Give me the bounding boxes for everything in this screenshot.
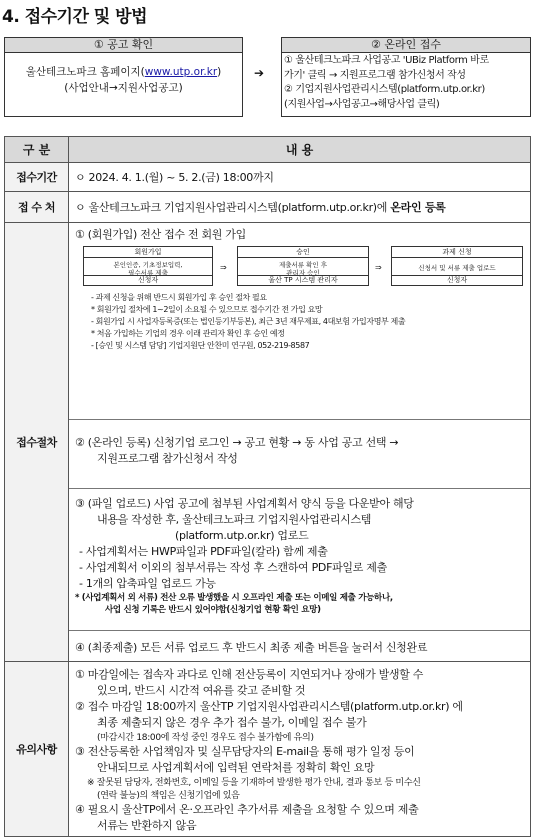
procedure-label: 접수절차 xyxy=(5,223,69,662)
note-3b: 안내되므로 사업계획서에 입력된 연락처를 정확히 확인 요망 xyxy=(97,761,375,774)
p1-note: * 회원가입 절차에 1~2일이 소요될 수 있으므로 접수기간 전 가입 요망 xyxy=(91,305,323,314)
step2-header: ② 온라인 접수 xyxy=(282,38,530,53)
note-4b: 서류는 반환하지 않음 xyxy=(97,819,197,832)
signup-flow-diagram xyxy=(83,246,524,308)
p3-warning: * (사업계획서 외 서류) 전산 오류 발생했을 시 오프라인 제출 또는 이메일 제출 가능하나, xyxy=(75,593,393,603)
flow-box-body: 신청서 및 서류 제출 업로드 xyxy=(418,264,496,272)
procedure-step-3 xyxy=(69,489,530,631)
p3-line: (platform.utp.or.kr) 업로드 xyxy=(175,529,309,542)
step2-line: ② 기업지원사업관리시스템(platform.utp.or.kr) xyxy=(284,84,485,95)
flow-box-foot: 신청자 xyxy=(392,275,522,285)
p1-note: - 과제 신청을 위해 반드시 회원가입 후 승인 절차 필요 xyxy=(91,293,267,302)
step1-suffix: ) xyxy=(217,66,222,78)
flow-box-foot: 울산 TP 시스템 관리자 xyxy=(238,275,368,285)
step1-line1 xyxy=(5,64,242,80)
flow-box-application xyxy=(391,246,523,286)
step2-line: 가기' 클릭 → 지원프로그램 참가신청서 작성 xyxy=(284,69,466,81)
step-online-submit xyxy=(281,37,531,117)
flow-box-foot: 신청자 xyxy=(84,275,212,285)
flow-box-body: 본인인증, 기초정보입력, 필수서류 제출 xyxy=(113,261,183,277)
step1-line2: (사업안내→지원사업공고) xyxy=(64,82,183,94)
p3-warning: 사업 신청 기록은 반드시 있어야함(신청기업 현황 확인 요망) xyxy=(105,605,321,615)
flow-box-body: 제출서류 확인 후 관리자 승인 xyxy=(278,261,328,277)
note-2c: (마감시간 18:00에 작성 중인 경우도 접수 불가함에 유의) xyxy=(97,733,314,743)
office-bold-text: 온라인 등록 xyxy=(390,201,446,214)
p1-note: * 처음 가입하는 기업의 경우 이래 관리자 확인 후 승인 예정 xyxy=(91,329,285,338)
procedure-step-2 xyxy=(69,420,530,489)
note-3d: (연락 불능)의 책임은 신청기업에 있음 xyxy=(97,791,240,801)
notes-label: 유의사항 xyxy=(5,662,69,837)
p1-note: - [승인 및 시스템 담당] 기업지원단 안찬미 연구원, 052-219-8587 xyxy=(91,341,310,350)
step-notice-check xyxy=(4,37,243,117)
step2-line: (지원사업→사업공고→해당사업 클릭) xyxy=(284,98,440,110)
period-label: 접수기간 xyxy=(5,163,69,192)
section-heading: 4. 접수기간 및 방법 xyxy=(2,7,147,27)
note-1b: 있으며, 반드시 시간적 여유를 갖고 준비할 것 xyxy=(97,684,306,697)
p3-bullet: - 사업계획서는 HWP파일과 PDF파일(칼라) 함께 제출 xyxy=(79,545,328,558)
note-3: ③ 전산등록한 사업책임자 및 실무담당자의 E-mail을 통해 평가 일정 등이 xyxy=(75,745,415,758)
p3-line: ③ (파일 업로드) 사업 공고에 첨부된 사업계획서 양식 등을 다운받아 해당 xyxy=(75,497,414,510)
flow-box-approval xyxy=(237,246,369,286)
p2-line2: 지원프로그램 참가신청서 작성 xyxy=(97,452,238,465)
flow-box-title: 과제 신청 xyxy=(392,247,522,258)
flow-arrow-icon: ⇒ xyxy=(375,263,382,272)
col-header-category: 구 분 xyxy=(5,137,69,163)
step2-line: ① 울산테크노파크 사업공고 'UBiz Platform 바로 xyxy=(284,55,489,66)
flow-box-title: 승인 xyxy=(238,247,368,258)
step1-prefix: 울산테크노파크 홈페이지( xyxy=(25,66,145,78)
step1-header: ① 공고 확인 xyxy=(5,38,242,53)
period-value: ㅇ 2024. 4. 1.(월) ~ 5. 2.(금) 18:00까지 xyxy=(75,171,274,184)
p1-title: ① (회원가입) 전산 접수 전 회원 가입 xyxy=(75,228,246,241)
p4-line: ④ (최종제출) 모든 서류 업로드 후 반드시 최종 제출 버튼을 눌러서 신청완료 xyxy=(75,641,428,654)
p2-line1: ② (온라인 등록) 신청기업 로그인 → 공고 현황 → 동 사업 공고 선택 → xyxy=(75,436,399,449)
note-1: ① 마감일에는 접속자 과다로 인해 전산등록이 지연되거나 장애가 발생할 수 xyxy=(75,668,424,681)
procedure-step-4 xyxy=(69,631,530,661)
homepage-link[interactable]: www.utp.or.kr xyxy=(144,66,218,78)
procedure-step-1 xyxy=(69,223,530,420)
flow-box-signup xyxy=(83,246,213,286)
application-table xyxy=(4,136,531,837)
office-value xyxy=(69,199,530,215)
office-text: ㅇ 울산테크노파크 기업지원사업관리시스템(platform.utp.or.kr)에 xyxy=(75,201,388,214)
p1-note: - 회원가입 시 사업자등록증(또는 법인등기부등본), 최근 3년 재무제표, 4대보험 가입자명부 제출 xyxy=(91,317,406,326)
right-arrow-icon: ➔ xyxy=(254,66,265,80)
note-3c: ※ 잘못된 담당자, 전화번호, 이메일 등을 기재하여 발생한 평가 안내, 결과 통보 등 미수신 xyxy=(87,778,421,788)
note-2b: 최종 제출되지 않은 경우 추가 접수 불가, 이메일 접수 불가 xyxy=(97,716,367,729)
flow-box-title: 회원가입 xyxy=(84,247,212,258)
col-header-content: 내 용 xyxy=(69,137,531,163)
p3-bullet: - 사업계획서 이외의 첨부서류는 작성 후 스캔하여 PDF파일로 제출 xyxy=(79,561,387,574)
note-2: ② 접수 마감일 18:00까지 울산TP 기업지원사업관리시스템(platform.utp.or.kr) 에 xyxy=(75,700,463,713)
p3-bullet: - 1개의 압축파일 업로드 가능 xyxy=(79,577,216,590)
flow-arrow-icon: ⇒ xyxy=(220,263,227,272)
note-4: ④ 필요시 울산TP에서 온·오프라인 추가서류 제출을 요청할 수 있으며 제출 xyxy=(75,803,419,816)
office-label: 접 수 처 xyxy=(5,192,69,223)
p3-line: 내용을 작성한 후, 울산테크노파크 기업지원사업관리시스템 xyxy=(97,513,372,526)
